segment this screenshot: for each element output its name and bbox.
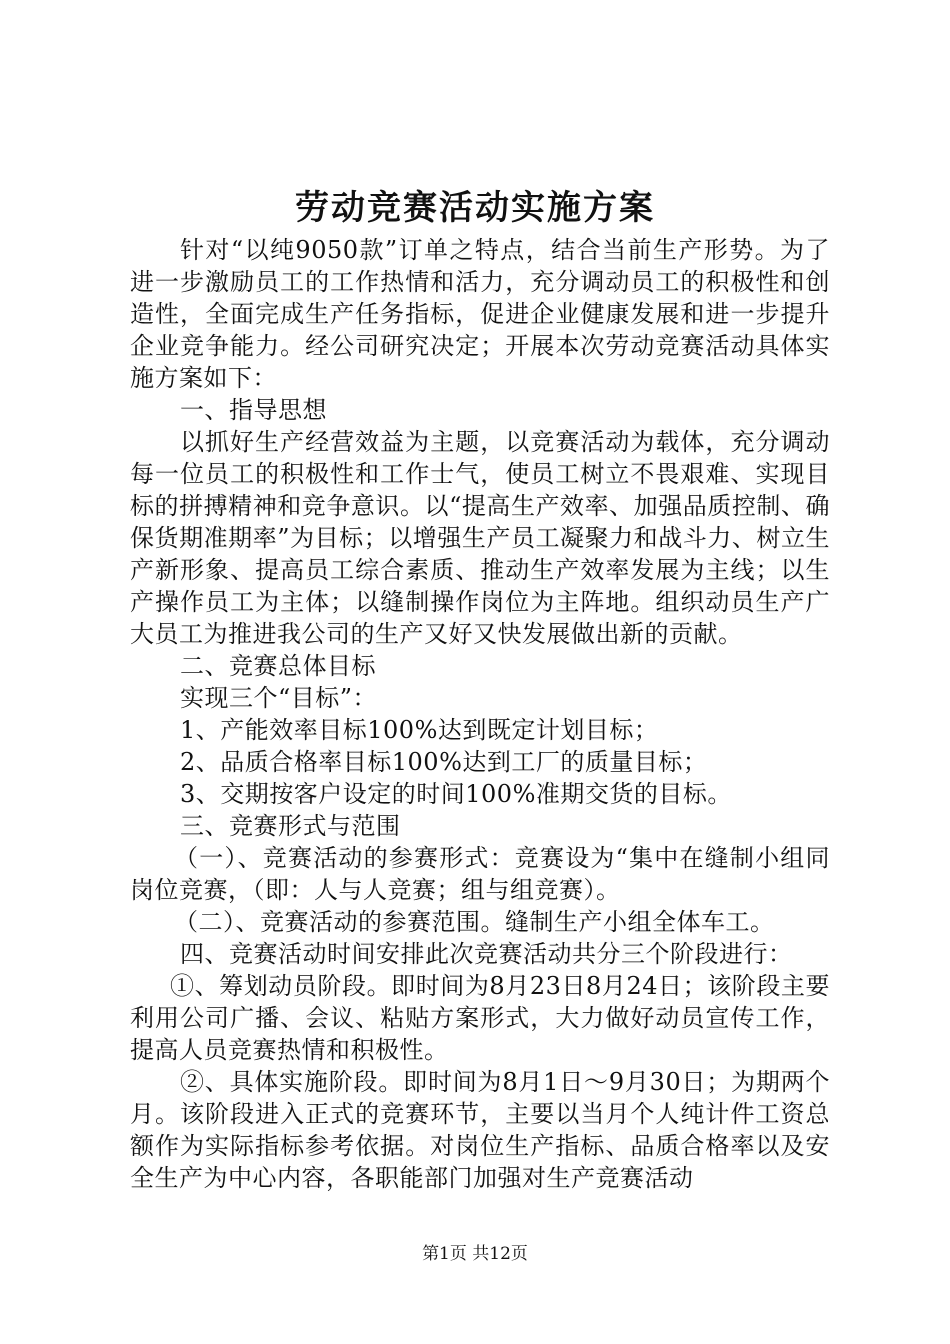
section-heading-format-scope: 三、竞赛形式与范围 — [180, 812, 401, 840]
document-title: 劳动竞赛活动实施方案 — [295, 188, 655, 228]
paragraph-intro: 针对“以纯9050款”订单之特点，结合当前生产形势。为了进一步激励员工的工作热情和活力，充分调动员工的积极性和创造性，全面完成生产任务指标，促进企业健康发展和进一步提升企业竞争能力。经公司研究决定；开展本次劳动竞赛活动具体实施方案如下： — [130, 236, 830, 392]
paragraph-stage-2: ②、具体实施阶段。即时间为8月1日～9月30日；为期两个月。该阶段进入正式的竞赛环节，主要以当月个人纯计件工资总额作为实际指标参考依据。对岗位生产指标、品质合格率以及安全生产为中心内容，各职能部门加强对生产竞赛活动 — [130, 1068, 830, 1192]
list-item-goal-1: 1、产能效率目标100%达到既定计划目标； — [180, 716, 659, 744]
section-heading-schedule: 四、竞赛活动时间安排此次竞赛活动共分三个阶段进行： — [180, 940, 793, 968]
document-body — [130, 234, 830, 1194]
list-item-goal-2: 2、品质合格率目标100%达到工厂的质量目标； — [180, 748, 708, 776]
section-heading-overall-goals: 二、竞赛总体目标 — [180, 652, 376, 680]
page-footer: 第1页 共12页 — [422, 1244, 528, 1264]
paragraph-scope: （二）、竞赛活动的参赛范围。缝制生产小组全体车工。 — [174, 908, 775, 936]
paragraph-format: （一）、竞赛活动的参赛形式：竞赛设为“集中在缝制小组同岗位竞赛，（即：人与人竞赛；组与组竞赛）。 — [130, 844, 830, 904]
paragraph-three-goals: 实现三个“目标”： — [180, 684, 378, 712]
paragraph-stage-1: ①、筹划动员阶段。即时间为8月23日8月24日；该阶段主要利用公司广播、会议、粘贴方案形式，大力做好动员宣传工作，提高人员竞赛热情和积极性。 — [130, 972, 830, 1064]
list-item-goal-3: 3、交期按客户设定的时间100%准期交货的目标。 — [180, 780, 732, 808]
paragraph-guiding-ideology: 以抓好生产经营效益为主题，以竞赛活动为载体，充分调动每一位员工的积极性和工作士气，使员工树立不畏艰难、实现目标的拼搏精神和竞争意识。以“提高生产效率、加强品质控制、确保货期准期率”为目标；以增强生产员工凝聚力和战斗力、树立生产新形象、提高员工综合素质、推动生产效率发展为主线；以生产操作员工为主体；以缝制操作岗位为主阵地。组织动员生产广大员工为推进我公司的生产又好又快发展做出新的贡献。 — [130, 428, 830, 648]
section-heading-guiding-ideology: 一、指导思想 — [180, 396, 327, 424]
